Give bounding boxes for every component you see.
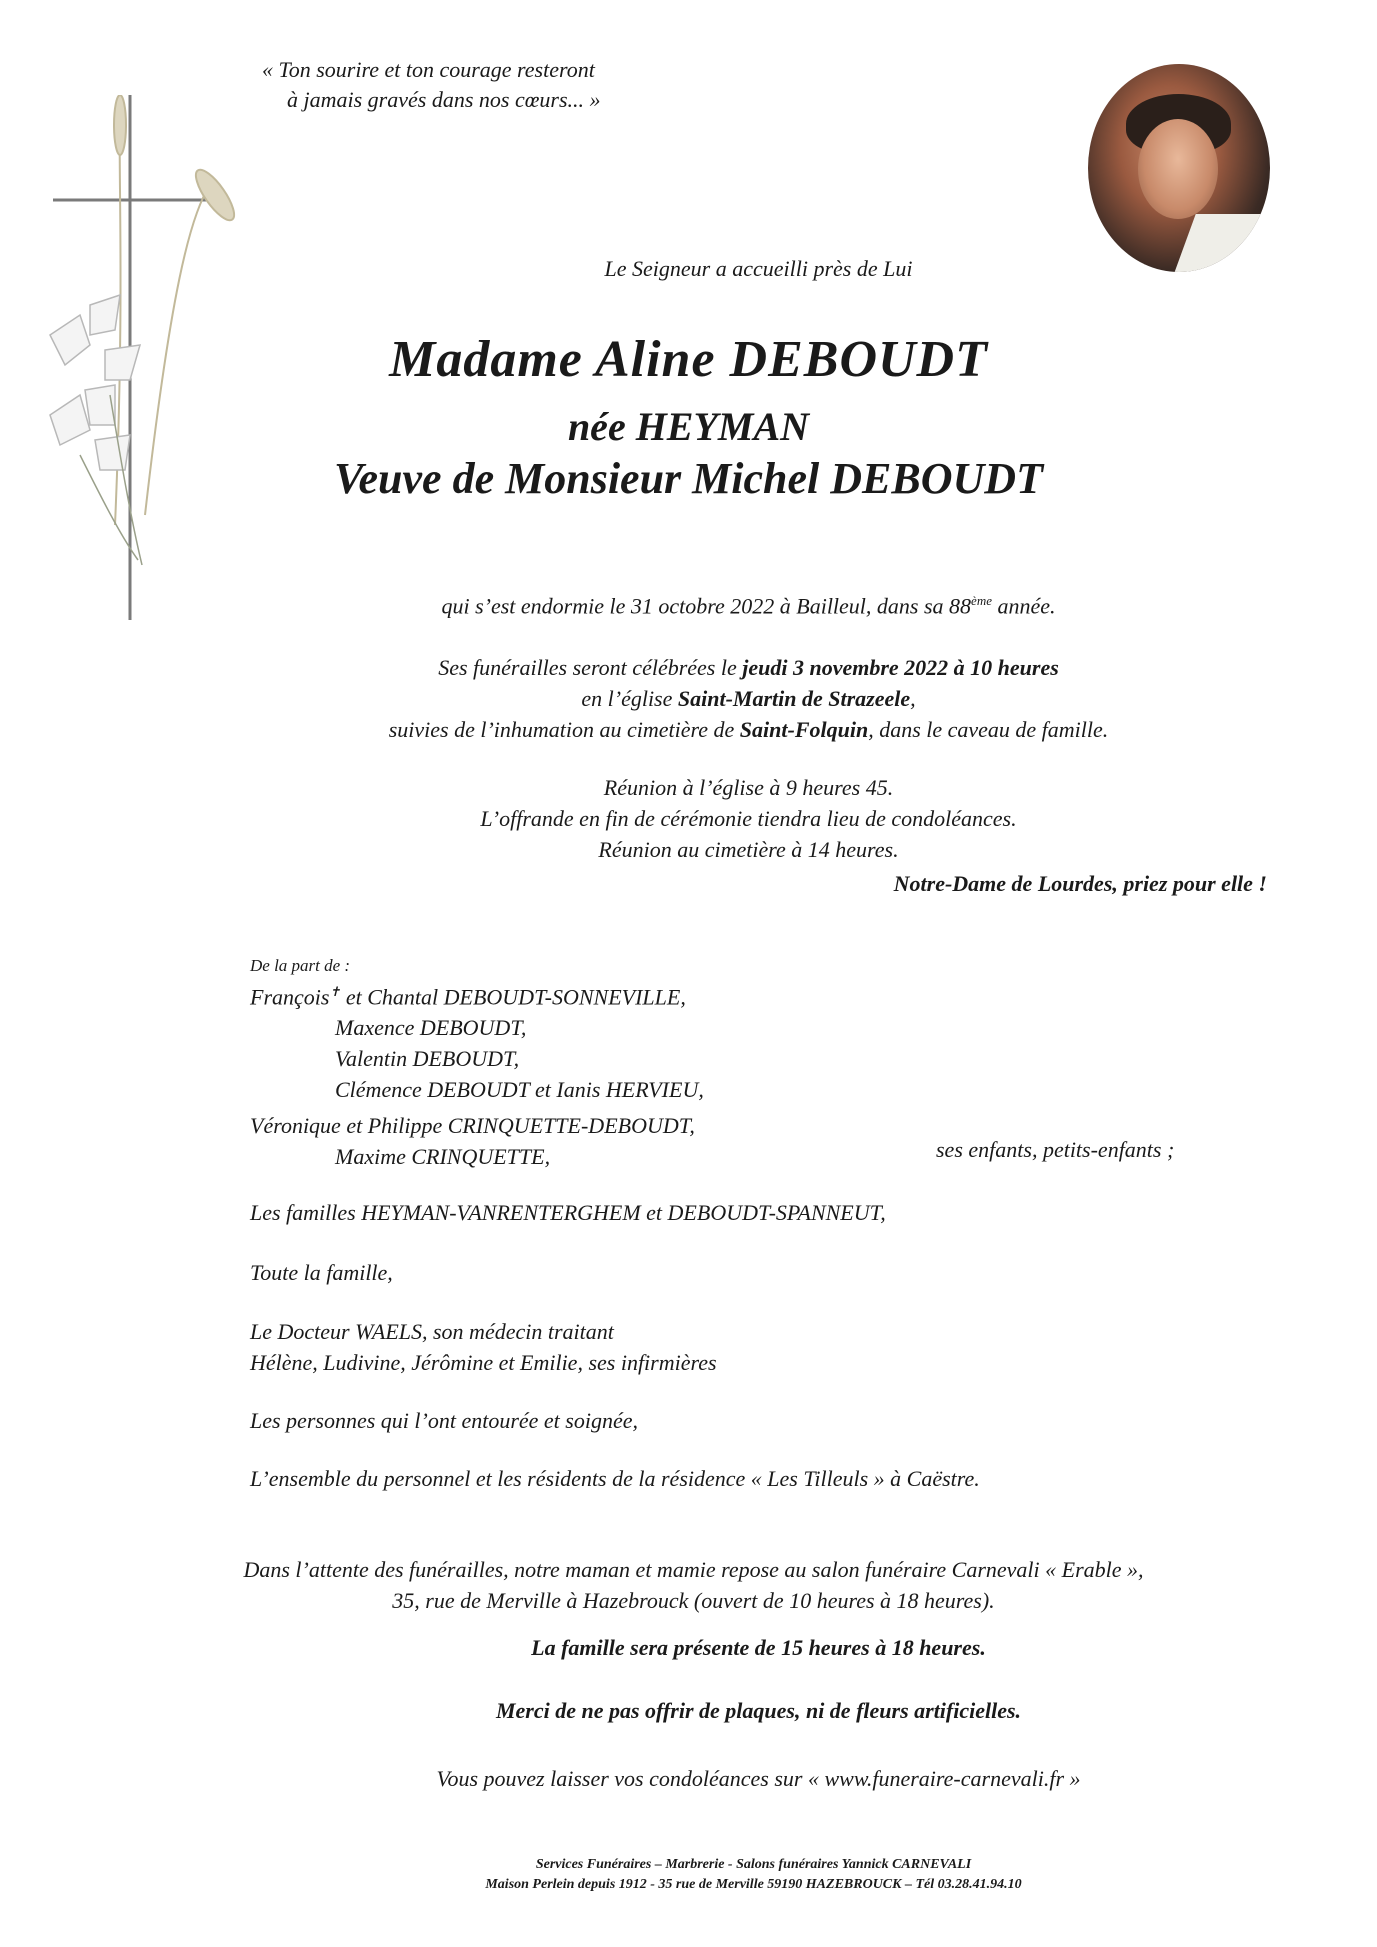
funeral-text: en l’église — [581, 686, 678, 711]
death-text-end: année. — [991, 593, 1056, 619]
maiden-name: née HEYMAN — [567, 404, 810, 449]
family-presence: La famille sera présente de 15 heures à 18 heures. — [531, 1635, 986, 1660]
family-group-2 — [250, 1110, 695, 1172]
deceased-name: Madame Aline DEBOUDT — [389, 331, 988, 388]
funeral-line-3 — [120, 714, 1377, 745]
death-text: qui s’est endormie le 31 octobre 2022 à Bailleul, dans sa 88 — [441, 593, 972, 619]
reunion-line-3: Réunion au cimetière à 14 heures. — [598, 837, 899, 862]
funeral-text: , — [910, 686, 916, 711]
from-label: De la part de : — [250, 956, 351, 975]
prayer-line: Notre-Dame de Lourdes, priez pour elle ! — [893, 871, 1267, 896]
funeral-line-2 — [120, 683, 1377, 714]
grandchild: Maxime CRINQUETTE, — [335, 1144, 551, 1169]
no-flowers: Merci de ne pas offrir de plaques, ni de fleurs artificielles. — [495, 1698, 1022, 1723]
family-parent-line — [250, 976, 704, 1012]
intro-line: Le Seigneur a accueilli près de Lui — [604, 256, 913, 281]
footer-line-2: Maison Perlein depuis 1912 - 35 rue de Merville 59190 HAZEBROUCK – Tél 03.28.41.94.10 — [485, 1877, 1022, 1892]
residence-staff: L’ensemble du personnel et les résidents de la résidence « Les Tilleuls » à Caëstre. — [250, 1466, 980, 1491]
epigraph — [262, 55, 601, 115]
wake-line-2: 35, rue de Merville à Hazebrouck (ouvert de 10 heures à 18 heures). — [392, 1588, 995, 1613]
epigraph-line-1: « Ton sourire et ton courage resteront — [262, 57, 595, 82]
portrait-face — [1138, 119, 1218, 219]
funeral-text: suivies de l’inhumation au cimetière de — [388, 717, 740, 742]
wake-line-1: Dans l’attente des funérailles, notre maman et mamie repose au salon funéraire Carnevali « Erable », — [243, 1557, 1144, 1582]
grandchild: Clémence DEBOUDT et Ianis HERVIEU, — [335, 1077, 704, 1103]
widow-of: Veuve de Monsieur Michel DEBOUDT — [334, 454, 1043, 503]
carers-line: Les personnes qui l’ont entourée et soignée, — [250, 1408, 638, 1433]
doctor-line: Le Docteur WAELS, son médecin traitant — [250, 1319, 614, 1344]
portrait-photo — [1088, 64, 1270, 272]
condolences-line: Vous pouvez laisser vos condoléances sur « www.funeraire-carnevali.fr » — [436, 1766, 1081, 1791]
funeral-line-1 — [120, 652, 1377, 683]
wake-info — [0, 1554, 1377, 1616]
funeral-cemetery: Saint-Folquin — [739, 717, 869, 742]
death-notice — [0, 585, 1377, 621]
deceased-cross-icon: ✝ — [329, 984, 341, 999]
funeral-text: Ses funérailles seront célébrées le — [438, 655, 743, 680]
family-name: et Chantal DEBOUDT-SONNEVILLE, — [340, 984, 686, 1010]
family-name: François — [250, 984, 330, 1010]
reunion-line-2: L’offrande en fin de cérémonie tiendra lieu de condoléances. — [480, 806, 1017, 831]
other-families: Les familles HEYMAN-VANRENTERGHEM et DEBOUDT-SPANNEUT, — [250, 1200, 886, 1225]
funeral-info — [0, 652, 1377, 745]
funeral-church: Saint-Martin de Strazeele — [677, 686, 911, 711]
reunion-info — [0, 772, 1377, 865]
family-name: Véronique et Philippe CRINQUETTE-DEBOUDT, — [250, 1113, 695, 1138]
death-ordinal: ème — [971, 593, 992, 608]
reunion-line-1: Réunion à l’église à 9 heures 45. — [603, 775, 894, 800]
footer-line-1: Services Funéraires – Marbrerie - Salons funéraires Yannick CARNEVALI — [535, 1857, 972, 1872]
epigraph-line-2: à jamais gravés dans nos cœurs... » — [287, 87, 601, 112]
footer — [0, 1855, 1377, 1895]
nurses-line: Hélène, Ludivine, Jérômine et Emilie, ses infirmières — [250, 1350, 717, 1375]
family-group-1 — [250, 976, 704, 1105]
medical-staff — [250, 1316, 717, 1378]
grandchild: Maxence DEBOUDT, — [335, 1015, 527, 1041]
grandchild: Valentin DEBOUDT, — [335, 1046, 520, 1072]
funeral-date: jeudi 3 novembre 2022 à 10 heures — [742, 655, 1059, 680]
funeral-text: , dans le caveau de famille. — [868, 717, 1109, 742]
whole-family: Toute la famille, — [250, 1260, 393, 1285]
family-roles: ses enfants, petits-enfants ; — [936, 1137, 1175, 1162]
